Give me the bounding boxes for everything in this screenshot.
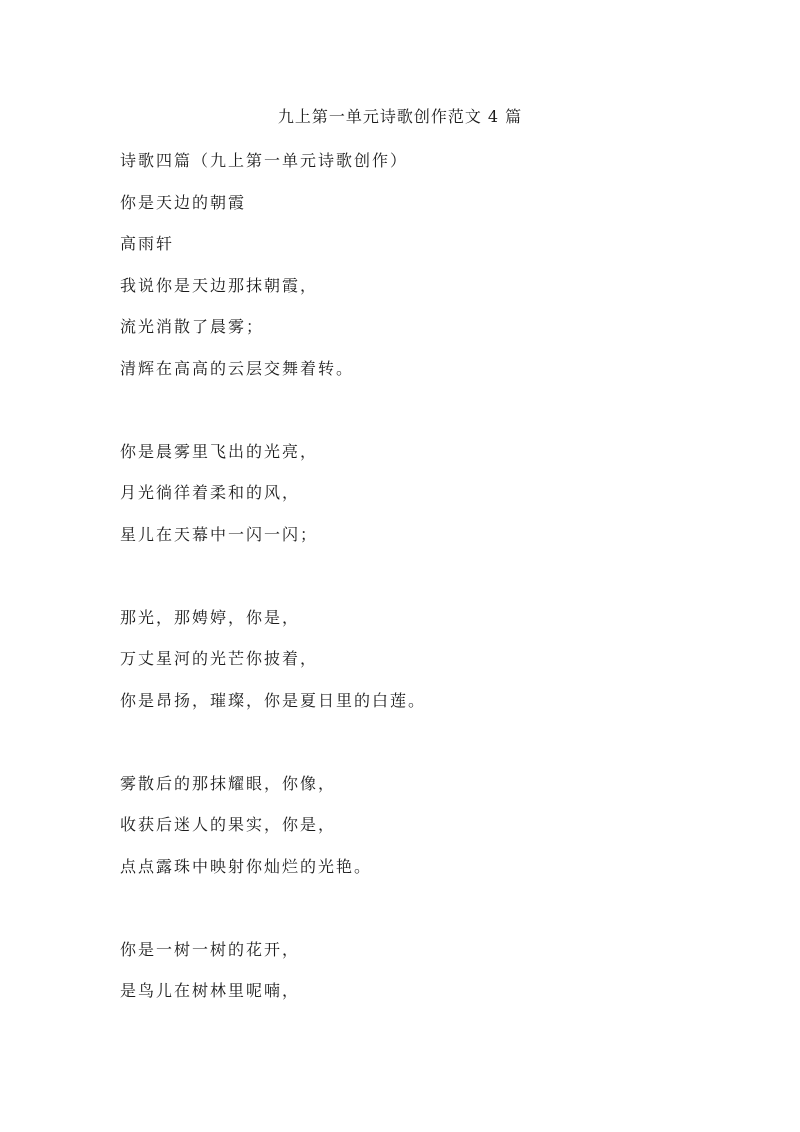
poem-title: 你是天边的朝霞 (120, 192, 247, 212)
poem-line: 你是昂扬，璀璨，你是夏日里的白莲。 (120, 690, 427, 710)
stanza-break (120, 399, 720, 441)
poem-line: 万丈星河的光芒你披着， (120, 649, 319, 668)
stanza-break (120, 731, 720, 773)
poem-line: 清辉在高高的云层交舞着转。 (120, 358, 355, 378)
poem-line: 我说你是天边那抹朝霞， (120, 275, 319, 295)
poem-line: 月光徜徉着柔和的风， (120, 483, 301, 502)
stanza-break (120, 897, 720, 939)
poem-line: 流光消散了晨雾； (120, 317, 265, 336)
poem-author: 高雨轩 (120, 234, 175, 253)
document-title: 九上第一单元诗歌创作范文 4 篇 (277, 107, 523, 126)
poem-line: 那光，那娉婷，你是， (120, 607, 301, 627)
poem-line: 收获后迷人的果实，你是， (120, 815, 337, 834)
poem-line: 是鸟儿在树林里呢喃， (120, 981, 301, 1000)
poem-line: 你是晨雾里飞出的光亮， (120, 441, 319, 461)
stanza-break (120, 565, 720, 607)
poem-body (120, 150, 720, 1022)
section-heading: 诗歌四篇（九上第一单元诗歌创作） (120, 151, 409, 170)
poem-line: 雾散后的那抹耀眼，你像， (120, 773, 337, 793)
poem-line: 你是一树一树的花开， (120, 939, 301, 959)
poem-line: 点点露珠中映射你灿烂的光艳。 (120, 856, 373, 876)
poem-line: 星儿在天幕中一闪一闪； (120, 524, 319, 544)
